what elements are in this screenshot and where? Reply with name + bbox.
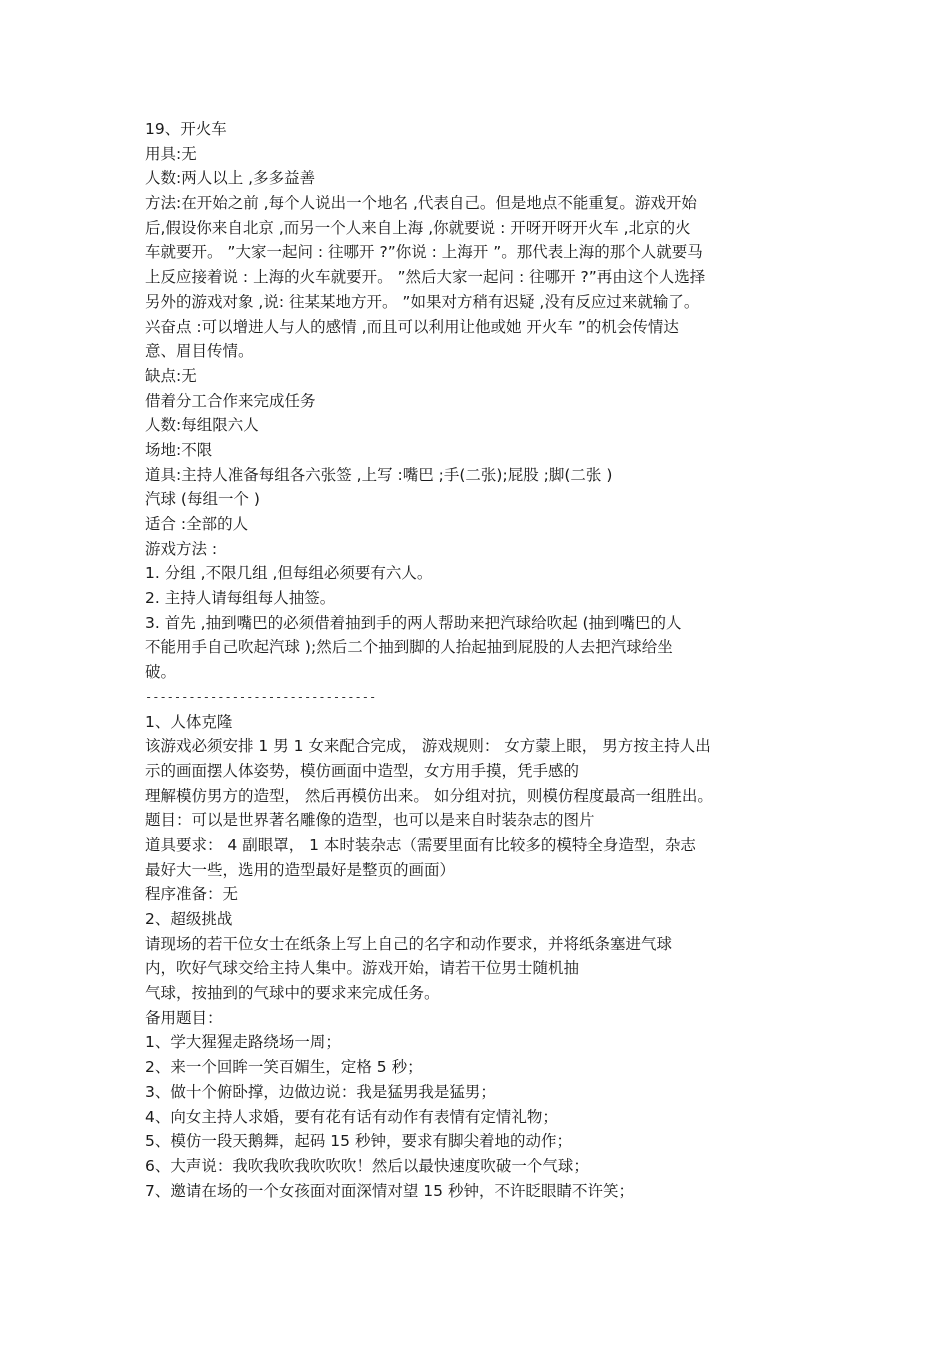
text-line: 汽球 (每组一个 ) <box>145 490 260 509</box>
text-line: 程序准备：无 <box>145 885 239 904</box>
list-item: 7、邀请在场的一个女孩面对面深情对望 15 秒钟，不许眨眼睛不许笑； <box>145 1181 634 1200</box>
text-line: 题目：可以是世界著名雕像的造型，也可以是来自时装杂志的图片 <box>145 811 595 830</box>
text-line: 示的画面摆人体姿势，模仿画面中造型，女方用手摸，凭手感的 <box>145 761 580 780</box>
text-line: 人数:每组限六人 <box>145 416 259 435</box>
text-line: 兴奋点 :可以增进人与人的感情 ,而且可以利用让他或她 开火车 ”的机会传情达 <box>145 317 679 336</box>
text-line: 请现场的若干位女士在纸条上写上自己的名字和动作要求，并将纸条塞进气球 <box>145 934 673 953</box>
text-line: 道具要求： 4 副眼罩， 1 本时装杂志（需要里面有比较多的模特全身造型，杂志 <box>145 835 696 854</box>
text-line: 方法:在开始之前 ,每个人说出一个地名 ,代表自己。但是地点不能重复。游戏开始 <box>145 194 697 213</box>
text-line: 气球，按抽到的气球中的要求来完成任务。 <box>145 984 440 1003</box>
list-item: 2. 主持人请每组每人抽签。 <box>145 589 336 608</box>
text-line: 道具:主持人准备每组各六张签 ,上写 :嘴巴 ;手(二张);屁股 ;脚(二张 ) <box>145 465 613 484</box>
document-body <box>145 117 815 1203</box>
section-title: 1、人体克隆 <box>145 712 233 731</box>
list-item: 6、大声说：我吹我吹我吹吹吹！然后以最快速度吹破一个气球； <box>145 1156 589 1175</box>
text-line: 备用题目： <box>145 1008 223 1027</box>
text-line: 意、眉目传情。 <box>145 342 254 361</box>
list-item: 5、模仿一段天鹅舞，起码 15 秒钟，要求有脚尖着地的动作； <box>145 1132 572 1151</box>
text-line: 上反应接着说 : 上海的火车就要开。 ”然后大家一起问 : 往哪开 ?”再由这个人选择 <box>145 268 706 287</box>
list-item: 4、向女主持人求婚，要有花有话有动作有表情有定情礼物； <box>145 1107 558 1126</box>
text-line: 人数:两人以上 ,多多益善 <box>145 169 316 188</box>
list-item: 1、学大猩猩走路绕场一周； <box>145 1033 341 1052</box>
section-title: 借着分工合作来完成任务 <box>145 391 316 410</box>
text-line: 后,假设你来自北京 ,而另一个人来自上海 ,你就要说 : 开呀开呀开火车 ,北京的火 <box>145 218 691 237</box>
text-line: 内，吹好气球交给主持人集中。游戏开始，请若干位男士随机抽 <box>145 959 580 978</box>
section-title: 19、开火车 <box>145 120 227 138</box>
list-item: 3. 首先 ,抽到嘴巴的必须借着抽到手的两人帮助来把汽球给吹起 (抽到嘴巴的人 <box>145 613 682 632</box>
divider-line: -------------------------------- <box>145 689 377 704</box>
text-line: 游戏方法 : <box>145 539 218 558</box>
section-title: 2、超级挑战 <box>145 910 233 928</box>
text-line: 用具:无 <box>145 144 197 163</box>
text-line: 最好大一些，选用的造型最好是整页的画面） <box>145 860 456 879</box>
text-line: 破。 <box>145 663 177 682</box>
text-line: 缺点:无 <box>145 366 197 385</box>
text-line: 该游戏必须安排 1 男 1 女来配合完成， 游戏规则： 女方蒙上眼， 男方按主持人出 <box>145 737 711 756</box>
text-line: 车就要开。 ”大家一起问 : 往哪开 ?”你说 : 上海开 ”。那代表上海的那个人就要马 <box>145 243 703 262</box>
text-line: 理解模仿男方的造型， 然后再模仿出来。 如分组对抗，则模仿程度最高一组胜出。 <box>145 786 713 805</box>
list-item: 1. 分组 ,不限几组 ,但每组必须要有六人。 <box>145 564 433 583</box>
text-line: 不能用手自己吹起汽球 );然后二个抽到脚的人抬起抽到屁股的人去把汽球给坐 <box>145 638 673 657</box>
list-item: 3、做十个俯卧撑，边做边说：我是猛男我是猛男； <box>145 1082 496 1101</box>
text-line: 场地:不限 <box>145 440 213 459</box>
text-line: 另外的游戏对象 ,说: 往某某地方开。 ”如果对方稍有迟疑 ,没有反应过来就输了。 <box>145 292 700 311</box>
text-line: 适合 :全部的人 <box>145 515 249 533</box>
list-item: 2、来一个回眸一笑百媚生，定格 5 秒； <box>145 1058 423 1077</box>
